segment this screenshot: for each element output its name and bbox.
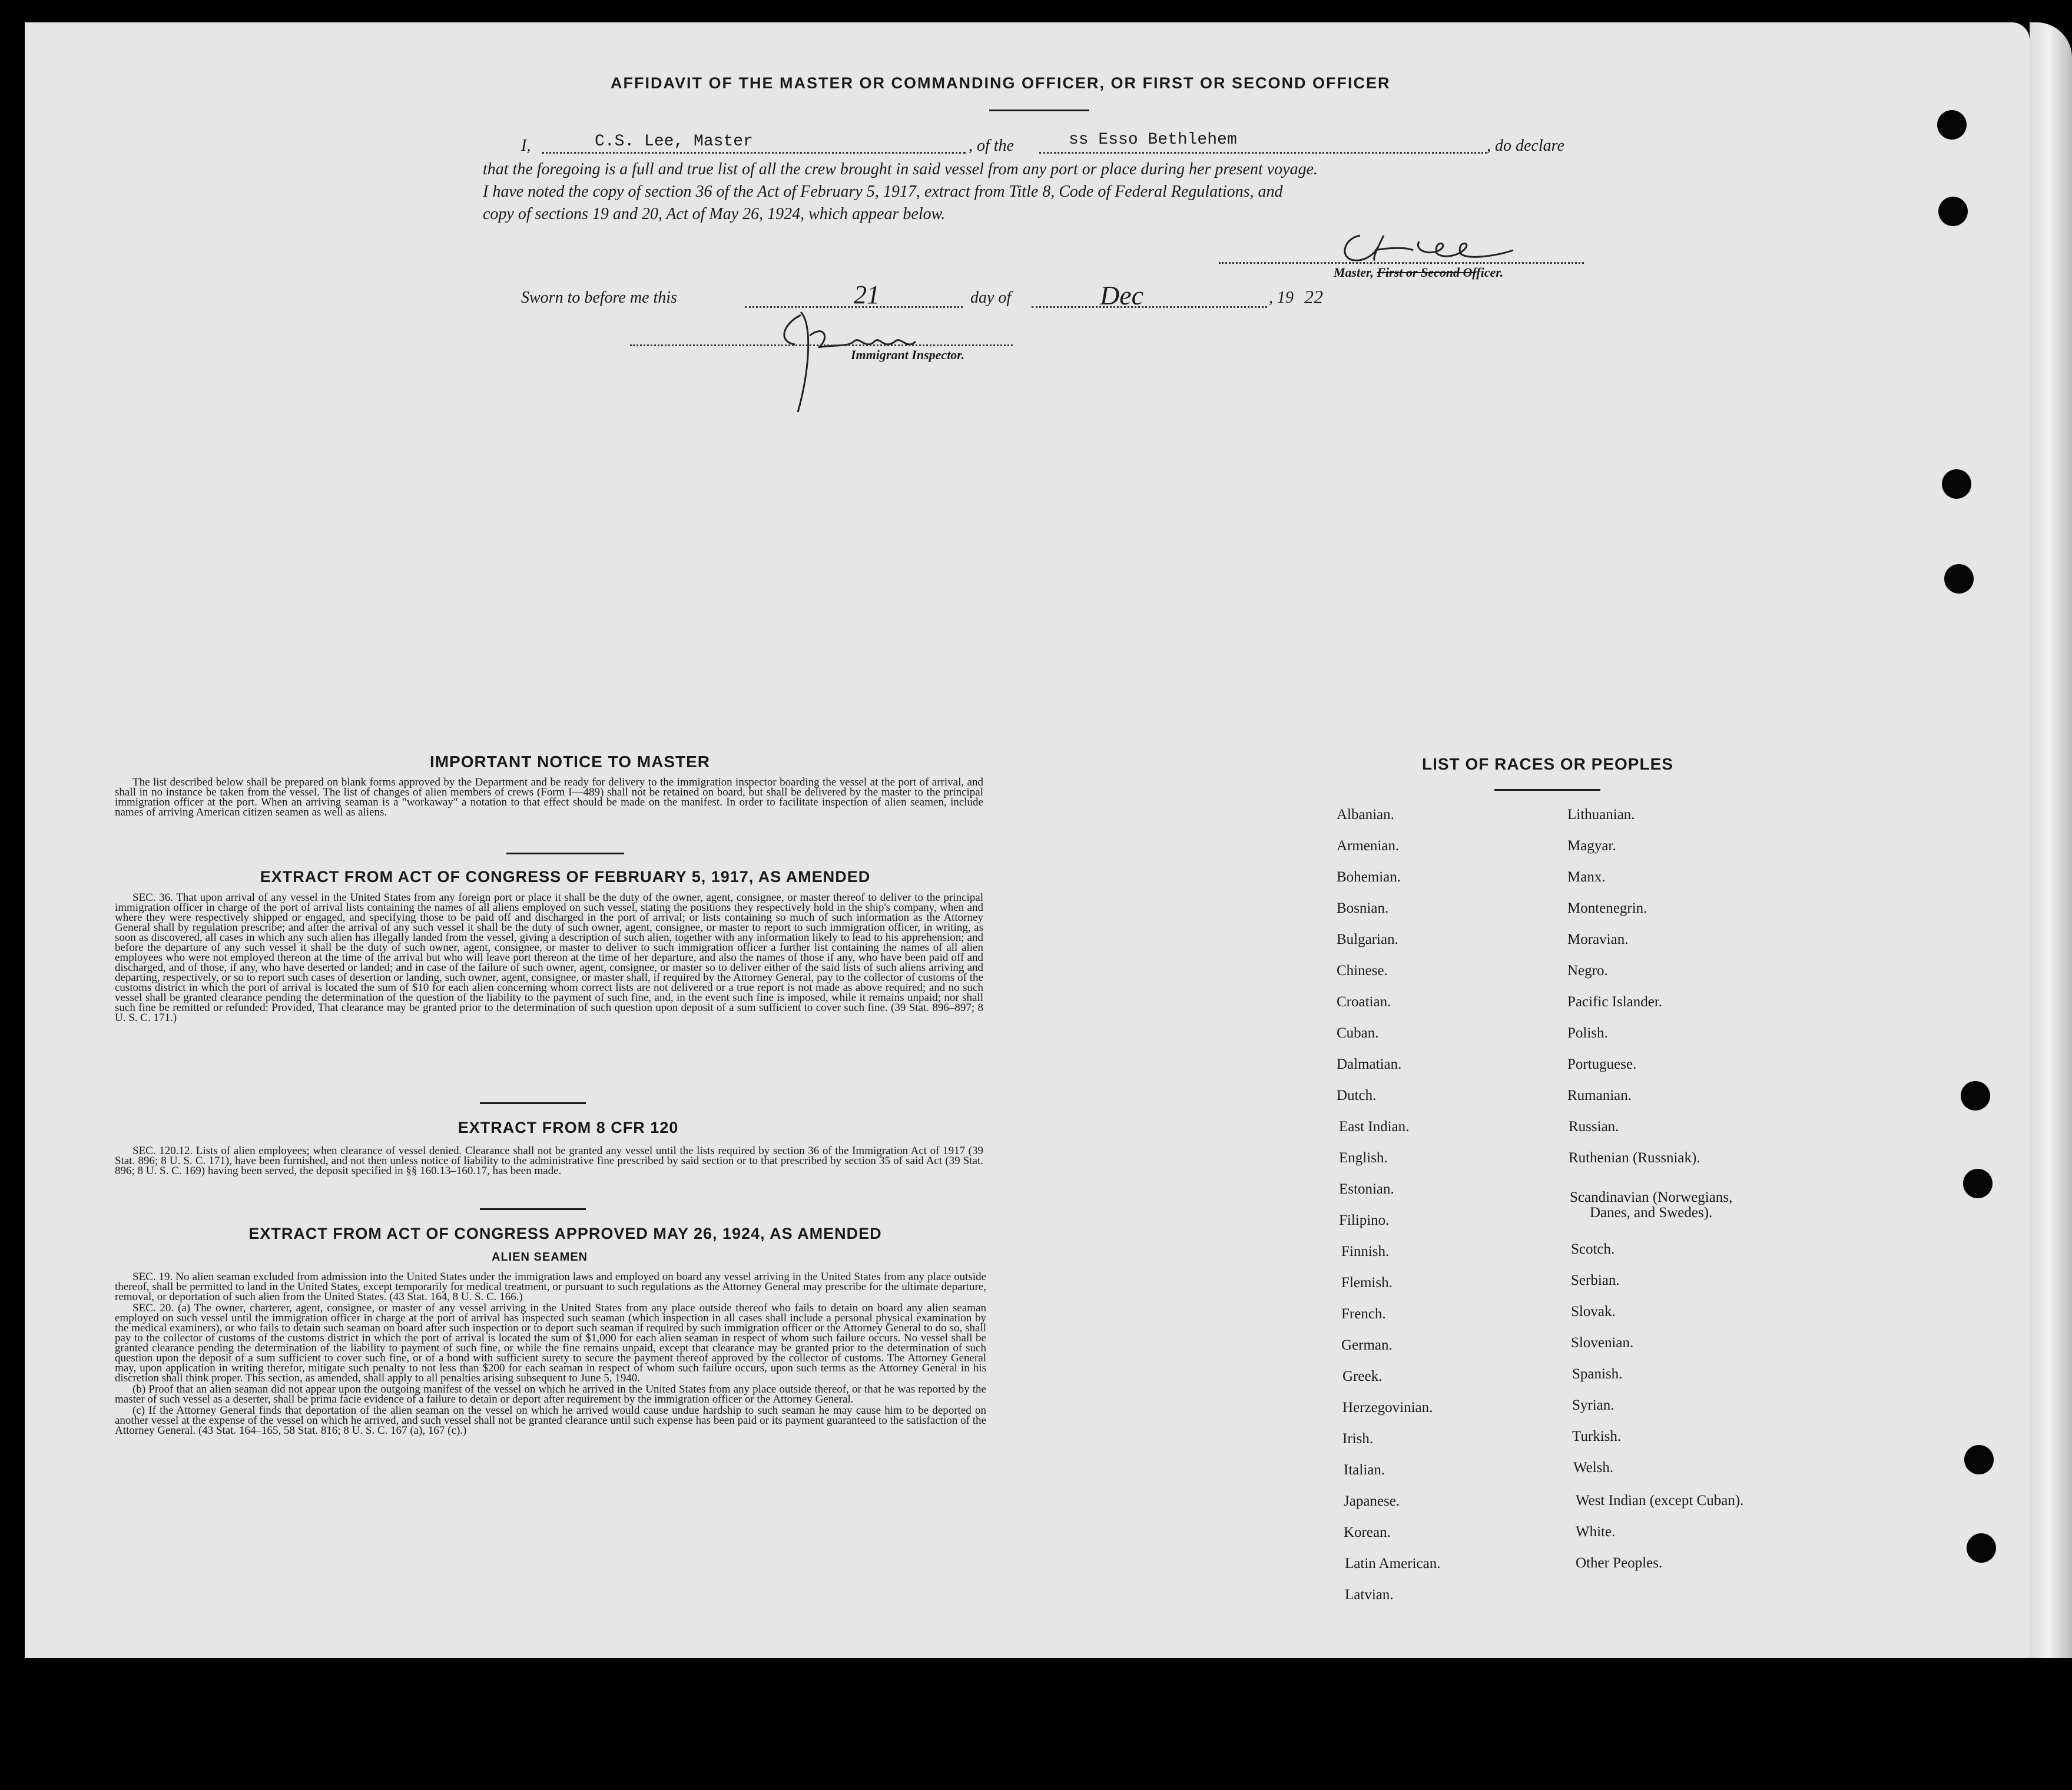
- race-item: Slovak.: [1571, 1304, 1616, 1320]
- race-item: Ruthenian (Russniak).: [1569, 1150, 1700, 1166]
- section-divider: [480, 1102, 586, 1104]
- race-item: Cuban.: [1337, 1025, 1379, 1041]
- race-item: Bohemian.: [1337, 869, 1401, 885]
- master-caption-a: Master,: [1334, 265, 1377, 280]
- race-item: Polish.: [1567, 1025, 1608, 1041]
- master-name-line: [542, 152, 966, 154]
- affidavit-line-4: copy of sections 19 and 20, Act of May 26, 1924, which appear below.: [483, 205, 946, 223]
- race-item: Serbian.: [1571, 1272, 1620, 1288]
- day-of-label: day of: [970, 289, 1012, 307]
- extract-cfr-title: EXTRACT FROM 8 CFR 120: [458, 1119, 679, 1136]
- race-item: East Indian.: [1339, 1119, 1410, 1135]
- race-item: Syrian.: [1572, 1397, 1614, 1413]
- notice-text: [115, 777, 983, 818]
- section-divider: [506, 853, 624, 854]
- binder-hole: [1944, 564, 1974, 594]
- master-caption-b: ficer.: [1476, 265, 1504, 280]
- race-item: Danes, and Swedes).: [1590, 1205, 1713, 1221]
- master-signature: [1319, 224, 1543, 271]
- binder-hole: [1964, 1445, 1994, 1474]
- race-item: Bulgarian.: [1337, 932, 1398, 947]
- inspector-caption: Immigrant Inspector.: [851, 347, 965, 362]
- race-item: Scandinavian (Norwegians,: [1570, 1189, 1733, 1205]
- race-item: Manx.: [1567, 869, 1606, 885]
- race-item: Filipino.: [1339, 1212, 1390, 1228]
- extract-1917-title: EXTRACT FROM ACT OF CONGRESS OF FEBRUARY 5, 1917, AS AMENDED: [260, 868, 871, 886]
- race-item: Portuguese.: [1567, 1056, 1637, 1072]
- extract-1924-subtitle: ALIEN SEAMEN: [492, 1251, 588, 1264]
- month-line: [1032, 306, 1267, 308]
- year-prefix: , 19: [1269, 289, 1294, 307]
- race-item: Japanese.: [1344, 1493, 1400, 1509]
- race-item: Spanish.: [1572, 1366, 1623, 1382]
- master-name-value: C.S. Lee, Master: [595, 132, 753, 151]
- extract-1924-title: EXTRACT FROM ACT OF CONGRESS APPROVED MAY 26, 1924, AS AMENDED: [248, 1225, 882, 1242]
- vessel-name-value: ss Esso Bethlehem: [1069, 131, 1237, 149]
- race-item: Dutch.: [1337, 1088, 1377, 1103]
- race-item: Bosnian.: [1337, 900, 1389, 916]
- race-item: Croatian.: [1337, 994, 1391, 1010]
- extract-1924-text: [115, 1272, 986, 1437]
- race-item: German.: [1341, 1337, 1393, 1353]
- race-item: Chinese.: [1337, 963, 1388, 979]
- page-curl-edge: [2030, 22, 2072, 1658]
- of-the-label: , of the: [969, 137, 1014, 155]
- races-title: LIST OF RACES OR PEOPLES: [1422, 755, 1673, 773]
- affidavit-line-2: that the foregoing is a full and true list of all the crew brought in said vessel from any port or place during her present voyage.: [483, 160, 1318, 178]
- master-caption-strike: First or Second Of: [1377, 265, 1477, 280]
- extract-1924-paragraph: (b) Proof that an alien seaman did not appear upon the outgoing manifest of the vessel on which he arrived in the United States from any place outside thereof, or that he was reported by the master of such vessel as a deserter, shall be prima facie evidence of a failure to detain or deport after requirement by the immigration officer or the Attorney General.: [115, 1383, 986, 1406]
- race-item: Turkish.: [1572, 1428, 1622, 1444]
- race-item: White.: [1576, 1524, 1616, 1540]
- race-item: Korean.: [1344, 1524, 1391, 1540]
- race-item: Latin American.: [1345, 1556, 1441, 1572]
- race-item: Armenian.: [1337, 838, 1400, 854]
- extract-1924-paragraph: (c) If the Attorney General finds that deportation of the alien seaman on the vessel on which he arrived would cause undue hardship to such seaman he may cause him to be deported on another vessel at the expense of the vessel on which he arrived, and such vessel shall not be granted clearance until such expense has been paid or its payment guaranteed to the satisfaction of the Attorney General. (43 Stat. 164–165, 58 Stat. 816; 8 U. S. C. 167 (a), 167 (c).): [115, 1404, 986, 1437]
- race-item: Other Peoples.: [1576, 1555, 1663, 1571]
- extract-cfr-paragraph: SEC. 120.12. Lists of alien employees; when clearance of vessel denied. Clearance shall not be granted any vessel until the lists required by section 36 of the Immigration Act of 1917 (39 Stat. 896; 8 U. S. C. 171), have been furnished, and not then unless notice of liability to the administrative fine prescribed by said section or to that prescribed by section 35 of said Act (39 Stat. 896; 8 U. S. C. 169) having been served, the deposit specified in §§ 160.13–160.17, has been made.: [115, 1145, 983, 1177]
- binder-hole: [1961, 1081, 1990, 1111]
- binder-hole: [1942, 469, 1971, 499]
- race-item: Finnish.: [1341, 1244, 1390, 1259]
- affidavit-line-3: I have noted the copy of section 36 of the Act of February 5, 1917, extract from Title 8, Code of Federal Regulations, and: [483, 183, 1283, 201]
- master-caption: [1334, 265, 1503, 280]
- race-item: Pacific Islander.: [1567, 994, 1663, 1010]
- race-item: Flemish.: [1341, 1275, 1393, 1291]
- race-item: Russian.: [1569, 1119, 1619, 1135]
- race-item: Montenegrin.: [1567, 900, 1647, 916]
- race-item: Scotch.: [1571, 1241, 1615, 1257]
- race-item: Albanian.: [1337, 807, 1394, 823]
- race-item: West Indian (except Cuban).: [1576, 1493, 1744, 1509]
- extract-1924-paragraph: SEC. 19. No alien seaman excluded from admission into the United States under the immigration laws and employed on board any vessel arriving in the United States from any place outside thereof, shall be permitted to land in the United States, except temporarily for medical treatment, or pursuant to such regulations as the Attorney General may prescribe for the ultimate departure, removal, or deportation of such alien from the United States. (43 Stat. 164, 8 U. S. C. 166.): [115, 1271, 986, 1303]
- vessel-name-line: [1039, 152, 1487, 154]
- race-item: Dalmatian.: [1337, 1056, 1402, 1072]
- title-divider: [989, 110, 1089, 111]
- race-item: Welsh.: [1573, 1460, 1614, 1476]
- extract-1924-paragraph: SEC. 20. (a) The owner, charterer, agent, consignee, or master of any vessel arriving in the United States from any place outside thereof who fails to detain on board any alien seaman employed on such vessel until the immigration officer in charge at the port of arrival has inspected such seaman (which inspection in all cases shall include a personal physical examination by the medical examiners), or who fails to detain such seaman on board after such inspection or to deport such seaman if required by such immigration officer or the Attorney General to do so, shall pay to the collector of customs of the customs district in which the port of arrival is located the sum of $1,000 for each alien seaman in respect of whom such failure occurs. No vessel shall be granted clearance pending the determination of the liability to payment of such fine, or while the fine remains unpaid, except that clearance may be granted prior to the determination of such question upon the deposit of a sum sufficient to cover such fine, or of a bond with sufficient surety to secure the payment thereof approved by the collector of customs. The Attorney General may, upon application in writing therefor, mitigate such penalty to not less than $200 for each seaman in respect of whom such failure occurs, upon such terms as the Attorney General in his discretion shall think proper. This section, as amended, shall apply to all penalties arising subsequent to June 5, 1940.: [115, 1302, 986, 1384]
- race-item: Italian.: [1344, 1462, 1385, 1478]
- notice-paragraph: The list described below shall be prepared on blank forms approved by the Department and be ready for delivery to the immigration inspector boarding the vessel at the port of arrival, and shall in no instance be taken from the vessel. The list of changes of alien members of crews (Form I—489) shall not be retained on board, but shall be delivered by the master to the principal immigration officer at the port. When an arriving seaman is a "workaway" a notation to that effect should be made on the manifest. In order to facilitate inspection of alien seamen, include names of arriving American citizen seamen as well as aliens.: [115, 776, 983, 818]
- section-divider: [480, 1208, 586, 1210]
- notice-title: IMPORTANT NOTICE TO MASTER: [429, 753, 711, 771]
- extract-cfr-text: [115, 1146, 983, 1177]
- race-item: Slovenian.: [1571, 1335, 1634, 1351]
- month-value: Dec: [1100, 280, 1144, 310]
- race-item: Moravian.: [1567, 932, 1629, 947]
- binder-hole: [1963, 1169, 1993, 1198]
- extract-1917-paragraph: SEC. 36. That upon arrival of any vessel in the United States from any foreign port or place it shall be the duty of the owner, agent, consignee, or master thereof to deliver to the principal immigration officer in charge of the port of arrival lists containing the names of all aliens employed on such vessel, stating the positions they respectively hold in the ship's company, when and where they were respectively shipped or engaged, and specifying those to be paid off and discharged in the port of arrival; or lists containing so much of such information as the Attorney General shall by regulation prescribe; and after the arrival of any such vessel it shall be the duty of such owner, agent, consignee, or master to report to such immigration officer, in writing, as soon as discovered, all cases in which any such alien has illegally landed from the vessel, giving a description of such alien, together with any information likely to lead to his apprehension; and before the departure of any such vessel it shall be the duty of such owner, agent, consignee, or master to deliver to such immigration officer a further list containing the names of all alien employees who were not employed thereon at the time of the arrival but who will leave port thereon at the time of her departure, and also the names of those if any, who have been paid off and discharged, and of those, if any, who have deserted or landed; and in case of the failure of such owner, agent, consignee, or master so to deliver either of the said lists of such aliens arriving and departing, respectively, or so to report such cases of desertion or landing, such owner, agent, consignee, or master shall, if required by the Attorney General, pay to the collector of customs of the customs district in which the port of arrival is located the sum of $10 for each alien concerning whom correct lists are not delivered or a true report is not made as above required; and no such vessel shall be granted clearance pending the determination of the question of the liability to the payment of such fine, and, in the event such fine is imposed, while it remains unpaid; nor shall such fine be remitted or refunded: Provided, That clearance may be granted prior to the determination of such question upon deposit of a sum sufficient to cover such fine. (39 Stat. 896–897; 8 U. S. C. 171.): [115, 891, 983, 1024]
- race-item: French.: [1341, 1306, 1386, 1322]
- binder-hole: [1967, 1533, 1996, 1563]
- race-item: Magyar.: [1567, 838, 1616, 854]
- binder-hole: [1937, 110, 1967, 140]
- day-value: 21: [854, 280, 880, 309]
- race-item: Latvian.: [1345, 1587, 1394, 1603]
- do-declare-label: , do declare: [1487, 137, 1564, 155]
- sworn-label: Sworn to before me this: [521, 289, 677, 307]
- year-value: 22: [1304, 286, 1323, 307]
- race-item: Greek.: [1342, 1368, 1383, 1384]
- binder-hole: [1938, 197, 1968, 226]
- master-signature-line: [1219, 262, 1584, 264]
- race-item: Irish.: [1342, 1431, 1374, 1447]
- race-item: Herzegovinian.: [1342, 1400, 1433, 1416]
- race-item: Estonian.: [1339, 1181, 1394, 1197]
- inspector-signature-line: [630, 344, 1013, 346]
- i-label: I,: [521, 137, 531, 155]
- race-item: Negro.: [1567, 963, 1608, 979]
- affidavit-title: AFFIDAVIT OF THE MASTER OR COMMANDING OFFICER, OR FIRST OR SECOND OFFICER: [611, 74, 1391, 92]
- extract-1917-text: [115, 893, 983, 1024]
- race-item: Rumanian.: [1567, 1088, 1632, 1103]
- races-divider: [1494, 789, 1600, 791]
- race-item: English.: [1339, 1150, 1388, 1166]
- race-item: Lithuanian.: [1567, 807, 1635, 823]
